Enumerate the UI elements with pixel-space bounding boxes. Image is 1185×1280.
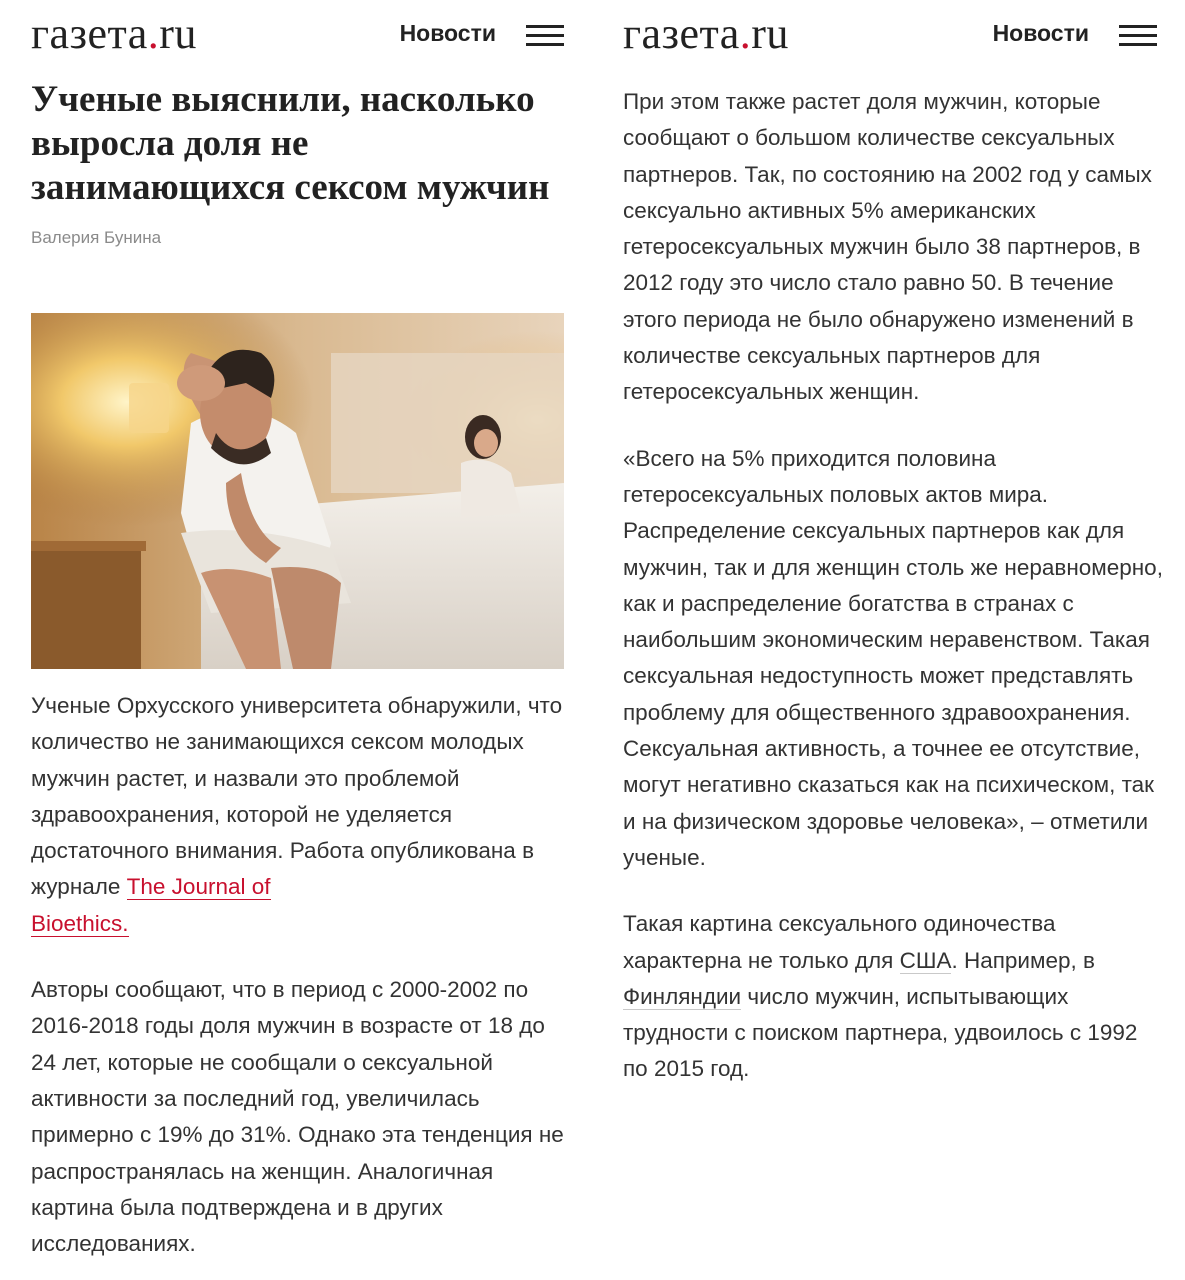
paragraph: При этом также растет доля мужчин, которые сообщают о большом количестве сексуальных партнеров. Так, по состоянию на 2002 год у самых сексуально активных 5% американских гетеросексуальных мужчин было 38 партнеров, в 2012 году это число стало равно 50. В течение этого периода не было обнаружено изменений в количестве сексуальных партнеров для гетеросексуальных женщин. xyxy=(623,89,1152,405)
usa-link[interactable]: США xyxy=(899,947,952,973)
nav-news-link[interactable]: Новости xyxy=(992,20,1089,46)
site-logo[interactable]: газета.ru xyxy=(623,9,789,58)
quote-paragraph: «Всего на 5% приходится половина гетеросексуальных половых актов мира. Распределение сексуальных партнеров как для мужчин, так и для женщин столь же неравномерно, как и распределение богатства в странах с наибольшим экономическим неравенством. Такая сексуальная недоступность может представлять проблему для общественного здравоохранения. Сексуальная активность, а точнее ее отсутствие, могут негативно сказаться как на психическом, так и на физическом здоровье человека», – отметили ученые. xyxy=(623,445,1163,870)
article-body-right xyxy=(623,84,1163,1088)
finland-link[interactable]: Финляндии xyxy=(623,983,742,1009)
paragraph: Ученые Орхусского университета обнаружили, что количество не занимающихся сексом молодых мужчин растет, и назвали это проблемой здравоохранения, которой не уделяется достаточного внимания. Работа опубликована в журнале The Journal of Bioethics. xyxy=(31,693,563,936)
hamburger-menu-icon[interactable] xyxy=(1119,25,1157,47)
article-headline: Ученые выяснили, насколько выросла доля не занимающихся сексом мужчин xyxy=(31,79,550,208)
paragraph: Авторы сообщают, что в период с 2000-2002 по 2016-2018 годы доля мужчин в возрасте от 18 до 24 лет, которые не сообщали о сексуальной активности за последний год, увеличилась примерно с 19% до 31%. Однако эта тенденция не распространялась на женщин. Аналогичная картина была подтверждена и в других исследованиях. xyxy=(31,977,564,1257)
right-page xyxy=(623,0,1163,1082)
paragraph: Такая картина сексуального одиночества характерна не только для США. Например, в Финляндии число мужчин, испытывающих трудности с поиском партнера, удвоилось с 1992 по 2015 год. xyxy=(623,911,1138,1082)
site-header xyxy=(623,0,1157,70)
site-logo[interactable]: газета.ru xyxy=(31,9,197,58)
left-page xyxy=(31,0,564,1257)
article-body-left xyxy=(31,688,571,1262)
site-header xyxy=(31,0,564,70)
journal-link[interactable]: The Journal of xyxy=(126,874,271,900)
article-author[interactable]: Валерия Бунина xyxy=(31,228,162,247)
journal-link-continued[interactable]: Bioethics. xyxy=(31,910,129,936)
hamburger-menu-icon[interactable] xyxy=(526,25,564,47)
nav-news-link[interactable]: Новости xyxy=(399,20,496,46)
article-photo xyxy=(31,313,564,669)
